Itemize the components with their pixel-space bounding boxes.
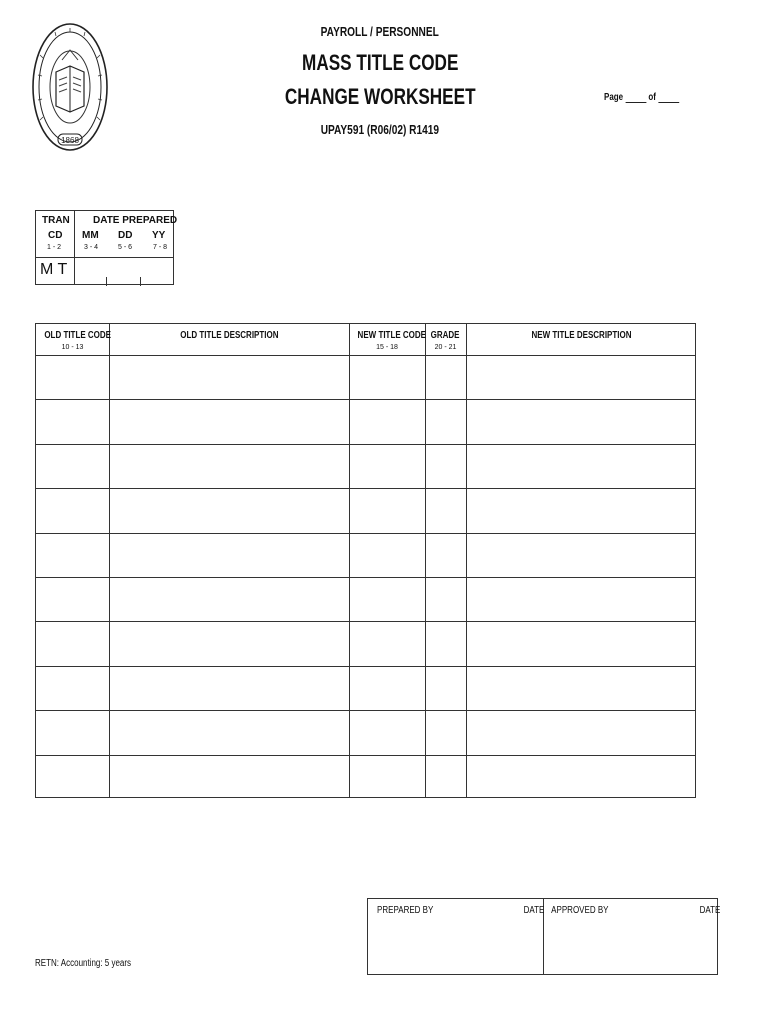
cell-grade[interactable] (427, 668, 464, 708)
cell-old-title-description[interactable] (111, 357, 347, 397)
form-title-line2: CHANGE WORKSHEET (284, 84, 476, 109)
cell-grade[interactable] (427, 579, 464, 619)
cell-old-title-code[interactable] (38, 668, 107, 708)
cell-new-title-code[interactable] (351, 490, 423, 530)
tran-label: TRAN (42, 215, 70, 226)
date-prepared-label: DATE PREPARED (93, 215, 178, 226)
retention-note: RETN: Accounting: 5 years (35, 958, 132, 969)
cell-old-title-description[interactable] (111, 757, 347, 797)
cell-grade[interactable] (427, 757, 464, 797)
cell-new-title-code[interactable] (351, 579, 423, 619)
cell-old-title-description[interactable] (111, 623, 347, 663)
cell-new-title-description[interactable] (468, 623, 695, 663)
row-divider (36, 444, 695, 445)
cell-old-title-description[interactable] (111, 579, 347, 619)
cell-old-title-code[interactable] (38, 535, 107, 575)
cell-new-title-code[interactable] (351, 357, 423, 397)
cell-new-title-code[interactable] (351, 757, 423, 797)
cell-old-title-code[interactable] (38, 490, 107, 530)
cell-grade[interactable] (427, 623, 464, 663)
col-cols-new-title-code: 15 - 18 (376, 344, 398, 351)
page-of-field (604, 92, 698, 103)
cell-old-title-code[interactable] (38, 712, 107, 752)
col-header-grade: GRADE (431, 330, 460, 341)
cell-old-title-code[interactable] (38, 357, 107, 397)
title-change-table (35, 323, 696, 798)
cell-new-title-description[interactable] (468, 712, 695, 752)
cell-new-title-code[interactable] (351, 446, 423, 486)
cell-grade[interactable] (427, 712, 464, 752)
row-divider (36, 621, 695, 622)
cell-old-title-description[interactable] (111, 490, 347, 530)
col-header-new-title-description: NEW TITLE DESCRIPTION (531, 330, 632, 341)
university-seal-logo (30, 20, 110, 155)
cell-old-title-description[interactable] (111, 712, 347, 752)
cell-old-title-code[interactable] (38, 579, 107, 619)
row-divider (36, 666, 695, 667)
of-label: of (648, 92, 656, 103)
tran-date-box (35, 210, 178, 285)
cell-grade[interactable] (427, 446, 464, 486)
date-entry-field[interactable] (76, 259, 172, 283)
cd-cols: 1 - 2 (47, 244, 62, 251)
cell-new-title-description[interactable] (468, 668, 695, 708)
seal-year: 1868 (61, 136, 79, 145)
prepared-date-label: DATE (523, 905, 545, 916)
row-divider (36, 577, 695, 578)
approved-by-field[interactable] (546, 921, 716, 971)
cell-old-title-code[interactable] (38, 757, 107, 797)
cell-new-title-description[interactable] (468, 535, 695, 575)
cell-old-title-description[interactable] (111, 668, 347, 708)
cd-label: CD (48, 230, 63, 241)
mm-label: MM (82, 230, 99, 241)
col-header-old-title-code: OLD TITLE CODE (44, 330, 112, 341)
cell-old-title-code[interactable] (38, 623, 107, 663)
row-divider (36, 488, 695, 489)
page-total-blank[interactable] (658, 93, 679, 103)
page-number-blank[interactable] (625, 93, 646, 103)
prepared-by-field[interactable] (370, 921, 540, 971)
prepared-by-label: PREPARED BY (377, 905, 434, 916)
row-divider (36, 710, 695, 711)
cell-old-title-code[interactable] (38, 446, 107, 486)
cell-new-title-description[interactable] (468, 579, 695, 619)
cell-old-title-code[interactable] (38, 401, 107, 441)
col-header-new-title-code: NEW TITLE CODE (357, 330, 427, 341)
cell-new-title-code[interactable] (351, 401, 423, 441)
cell-old-title-description[interactable] (111, 535, 347, 575)
cell-old-title-description[interactable] (111, 446, 347, 486)
mm-cols: 3 - 4 (84, 244, 99, 251)
cell-new-title-description[interactable] (468, 401, 695, 441)
dd-label: DD (118, 230, 133, 241)
cell-new-title-description[interactable] (468, 357, 695, 397)
cell-grade[interactable] (427, 357, 464, 397)
yy-cols: 7 - 8 (153, 244, 168, 251)
dd-cols: 5 - 6 (118, 244, 133, 251)
cell-new-title-description[interactable] (468, 446, 695, 486)
cell-new-title-code[interactable] (351, 712, 423, 752)
tran-code-value: M T (40, 261, 68, 278)
row-divider (36, 755, 695, 756)
row-divider (36, 355, 695, 356)
cell-grade[interactable] (427, 401, 464, 441)
page-label: Page (604, 92, 624, 103)
col-cols-grade: 20 - 21 (434, 344, 457, 351)
approved-by-label: APPROVED BY (551, 905, 609, 916)
row-divider (36, 533, 695, 534)
department-heading: PAYROLL / PERSONNEL (320, 24, 440, 39)
cell-new-title-code[interactable] (351, 668, 423, 708)
signature-box (367, 898, 721, 975)
yy-label: YY (152, 230, 166, 241)
cell-new-title-code[interactable] (351, 535, 423, 575)
cell-new-title-description[interactable] (468, 490, 695, 530)
cell-new-title-description[interactable] (468, 757, 695, 797)
approved-date-label: DATE (699, 905, 721, 916)
cell-old-title-description[interactable] (111, 401, 347, 441)
col-cols-old-title-code: 10 - 13 (61, 344, 84, 351)
cell-grade[interactable] (427, 535, 464, 575)
col-header-old-title-description: OLD TITLE DESCRIPTION (179, 330, 279, 341)
row-divider (36, 399, 695, 400)
form-number: UPAY591 (R06/02) R1419 (320, 122, 440, 137)
form-title-line1: MASS TITLE CODE (301, 50, 459, 75)
cell-new-title-code[interactable] (351, 623, 423, 663)
cell-grade[interactable] (427, 490, 464, 530)
